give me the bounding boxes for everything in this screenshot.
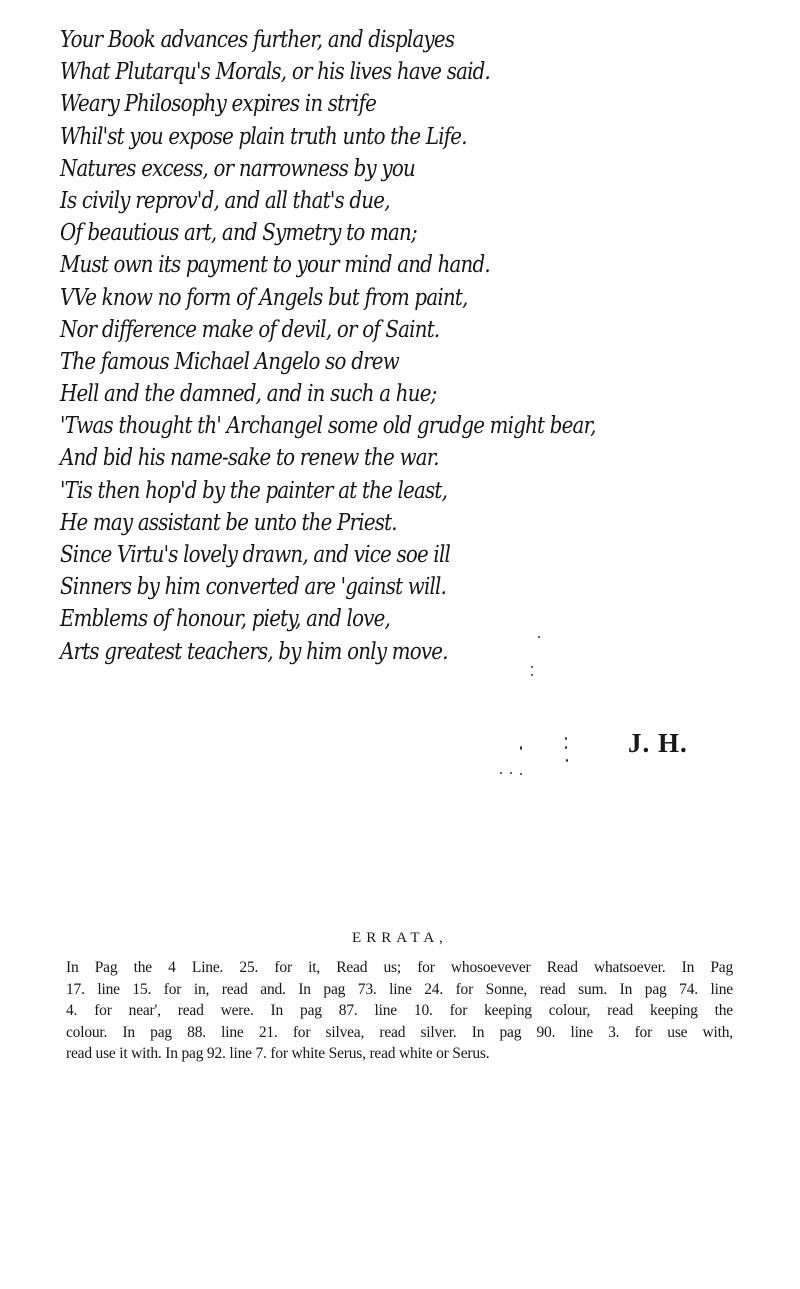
print-speck: [500, 772, 502, 774]
commendatory-poem: [60, 24, 620, 668]
poem-line: Nor difference make of devil, or of Saint.: [60, 316, 440, 343]
errata-line: 17. line 15. for in, read and. In pag 73. line 24. for Sonne, read sum. In pag 74. line: [66, 980, 733, 998]
poem-line: Is civily reprov'd, and all that's due,: [60, 187, 390, 214]
poem-line: Your Book advances further, and displayes: [60, 27, 455, 53]
print-speck: [531, 666, 533, 668]
errata-paragraph: [66, 957, 733, 1065]
print-speck: [538, 636, 540, 638]
poem-line: Sinners by him converted are 'gainst will.: [60, 574, 447, 601]
poem-line: 'Twas thought th' Archangel some old grudge might bear,: [60, 413, 596, 440]
errata-line: In Pag the 4 Line. 25. for it, Read us; for whosoevever Read whatsoever. In Pag: [66, 959, 733, 976]
poem-line: What Plutarqu's Morals, or his lives have said.: [60, 59, 491, 86]
poem-line: Of beautious art, and Symetry to man;: [60, 220, 417, 247]
print-speck: [510, 772, 512, 774]
poem-line: 'Tis then hop'd by the painter at the least,: [60, 477, 448, 504]
print-speck: [565, 746, 567, 749]
poem-line: Since Virtu's lovely drawn, and vice soe ill: [60, 542, 451, 568]
errata-line: 4. for near', read were. In pag 87. line 10. for keeping colour, read keeping the: [66, 1002, 733, 1019]
print-speck: [565, 737, 567, 740]
poem-line: Must own its payment to your mind and hand.: [60, 252, 490, 279]
poem-line: The famous Michael Angelo so drew: [60, 348, 399, 375]
poem-line: Natures excess, or narrowness by you: [60, 155, 415, 182]
print-speck: [520, 746, 522, 750]
errata-line: colour. In pag 88. line 21. for silvea, read silver. In pag 90. line 3. for use with,: [66, 1023, 733, 1041]
errata-line: read use it with. In pag 92. line 7. for white Serus, read white or Serus.: [66, 1045, 490, 1062]
poem-line: Arts greatest teachers, by him only move.: [60, 638, 448, 665]
print-speck: [531, 674, 533, 676]
poem-line: He may assistant be unto the Priest.: [60, 509, 397, 536]
poem-line: VVe know no form of Angels but from paint,: [60, 284, 468, 311]
poem-line: And bid his name-sake to renew the war.: [60, 445, 439, 472]
signature-initials: J. H.: [628, 728, 688, 758]
errata-heading: ERRATA,: [352, 930, 448, 946]
poem-line: Whil'st you expose plain truth unto the Life.: [60, 123, 467, 150]
poem-line: Hell and the damned, and in such a hue;: [60, 381, 437, 408]
print-speck: [520, 773, 522, 775]
poem-line: Weary Philosophy expires in strife: [60, 91, 377, 118]
print-speck: [566, 759, 568, 762]
poem-line: Emblems of honour, piety, and love,: [60, 606, 391, 633]
